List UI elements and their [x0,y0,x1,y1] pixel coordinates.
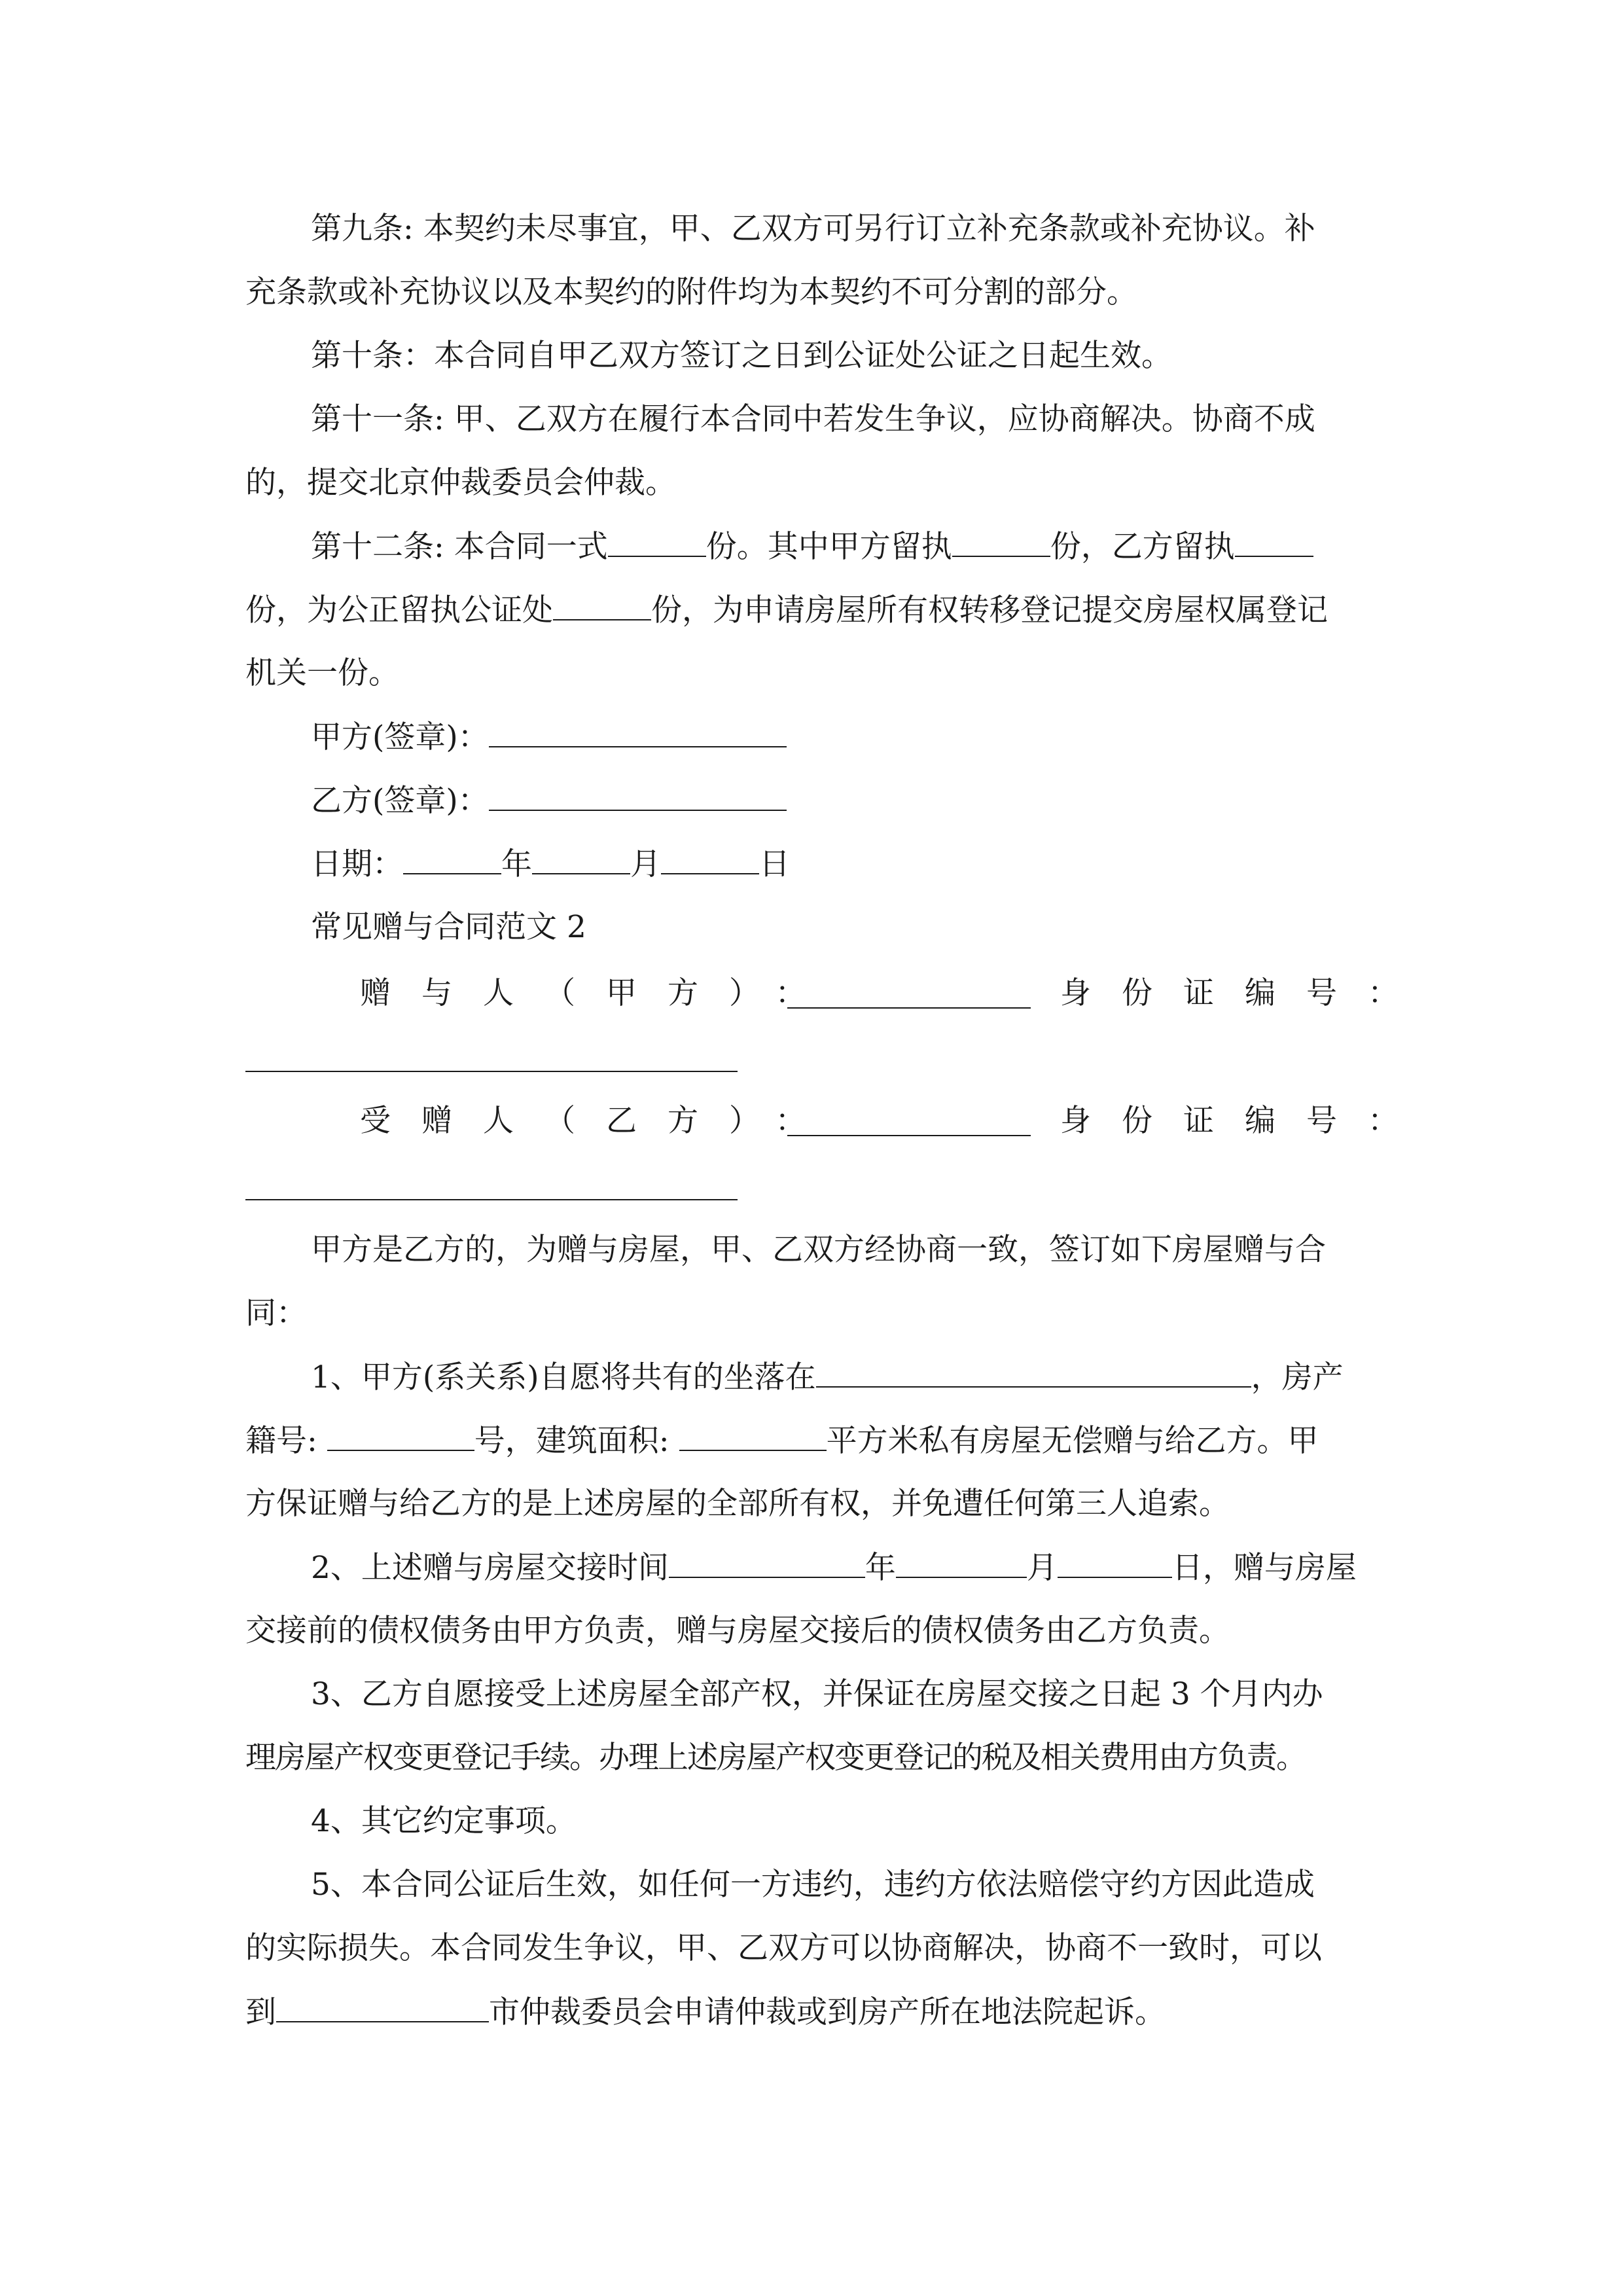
copies-party-a-blank[interactable] [952,527,1050,557]
clause-5-text-a: 到 [245,1994,276,2030]
donee-id-label: 身份证编号： [1060,1103,1429,1139]
party-a-signature-line [311,717,787,757]
month-label: 月 [630,846,661,882]
copies-notary-blank[interactable] [553,590,651,620]
article-12-text-e: 份，为申请房屋所有权转移登记提交房屋权属登记 [651,592,1328,628]
clause-1-text-e: 平方米私有房屋无偿赠与给乙方。甲 [826,1423,1319,1459]
copies-party-b-blank[interactable] [1235,527,1313,557]
clause-1-text-c: 籍号: [245,1423,327,1459]
clause-3-line-1: 3、乙方自愿接受上述房屋全部产权，并保证在房屋交接之日起 3 个月内办 [311,1676,1323,1712]
section-title: 常见赠与合同范文 2 [311,909,586,945]
party-b-signature-label: 乙方(签章)： [311,783,489,819]
clause-2-text-d: 日，赠与房屋 [1171,1550,1357,1586]
clause-1-line-1 [311,1357,1344,1397]
clause-5-line-1: 5、本合同公证后生效，如任何一方违约，违约方依法赔偿守约方因此造成 [311,1867,1315,1903]
donee-name-field[interactable] [787,1106,1031,1136]
article-12-text-a: 第十二条: 本合同一式 [311,529,608,565]
donor-id-field[interactable] [245,1071,738,1072]
clause-5-line-3 [245,1992,1166,2032]
clause-2-year-label: 年 [865,1550,896,1586]
clause-5-line-2: 的实际损失。本合同发生争议，甲、乙双方可以协商解决，协商不一致时，可以 [245,1930,1322,1966]
handover-day-field[interactable] [1058,1548,1172,1578]
arbitration-city-field[interactable] [276,1992,489,2022]
copies-total-blank[interactable] [608,527,706,557]
signature-date-line [311,844,790,884]
article-12-line-3: 机关一份。 [245,655,399,691]
clause-1-line-3: 方保证赠与给乙方的是上述房屋的全部所有权，并免遭任何第三人追索。 [245,1486,1230,1522]
intro-line-1: 甲方是乙方的，为赠与房屋，甲、乙双方经协商一致，签订如下房屋赠与合 [311,1232,1326,1268]
property-location-field[interactable] [816,1357,1251,1388]
donee-id-field[interactable] [245,1199,738,1200]
donor-id-label: 身份证编号： [1060,975,1429,1011]
handover-year-field[interactable] [669,1548,865,1578]
date-day-field[interactable] [661,844,759,874]
article-12-line-2 [245,590,1328,630]
donor-name-field[interactable] [787,978,1031,1009]
clause-5-text-b: 市仲裁委员会申请仲裁或到房产所在地法院起诉。 [489,1994,1166,2030]
floor-area-field[interactable] [679,1421,827,1451]
intro-line-2: 同： [245,1295,307,1331]
article-12-line-1 [311,527,1313,567]
party-a-signature-field[interactable] [489,717,787,747]
article-12-text-d: 份，为公正留执公证处 [245,592,553,628]
article-12-text-b: 份。其中甲方留执 [705,529,952,565]
date-month-field[interactable] [532,844,630,874]
property-number-field[interactable] [327,1421,474,1451]
date-year-field[interactable] [403,844,501,874]
clause-2-month-label: 月 [1026,1550,1058,1586]
article-9-line-1: 第九条: 本契约未尽事宜，甲、乙双方可另行订立补充条款或补充协议。补 [311,211,1315,247]
day-label: 日 [759,846,790,882]
handover-month-field[interactable] [896,1548,1027,1578]
clause-2-line-1 [311,1548,1357,1588]
clause-1-text-d: 号，建筑面积: [474,1423,679,1459]
clause-4: 4、其它约定事项。 [311,1803,577,1839]
article-11-line-2: 的，提交北京仲裁委员会仲裁。 [245,465,676,501]
clause-2-text-a: 2、上述赠与房屋交接时间 [311,1550,669,1586]
article-9-line-2: 充条款或补充协议以及本契约的附件均为本契约不可分割的部分。 [245,274,1137,310]
clause-1-line-2 [245,1421,1319,1461]
clause-1-text-b: ，房产 [1251,1359,1344,1395]
donor-label: 赠与人（甲方）： [360,975,837,1011]
year-label: 年 [501,846,532,882]
party-a-signature-label: 甲方(签章)： [311,719,489,755]
donee-label: 受赠人（乙方）： [360,1103,837,1139]
clause-3-line-2: 理房屋产权变更登记手续。办理上述房屋产权变更登记的税及相关费用由方负责。 [245,1740,1306,1776]
party-b-signature-field[interactable] [489,781,787,811]
article-12-text-c: 份，乙方留执 [1050,529,1235,565]
clause-2-line-2: 交接前的债权债务由甲方负责，赠与房屋交接后的债权债务由乙方负责。 [245,1613,1230,1649]
clause-1-text-a: 1、甲方(系关系)自愿将共有的坐落在 [311,1359,816,1395]
article-10: 第十条：本合同自甲乙双方签订之日到公证处公证之日起生效。 [311,338,1172,374]
article-11-line-1: 第十一条: 甲、乙双方在履行本合同中若发生争议，应协商解决。协商不成 [311,401,1315,437]
party-b-signature-line [311,781,787,821]
date-label: 日期： [311,846,403,882]
